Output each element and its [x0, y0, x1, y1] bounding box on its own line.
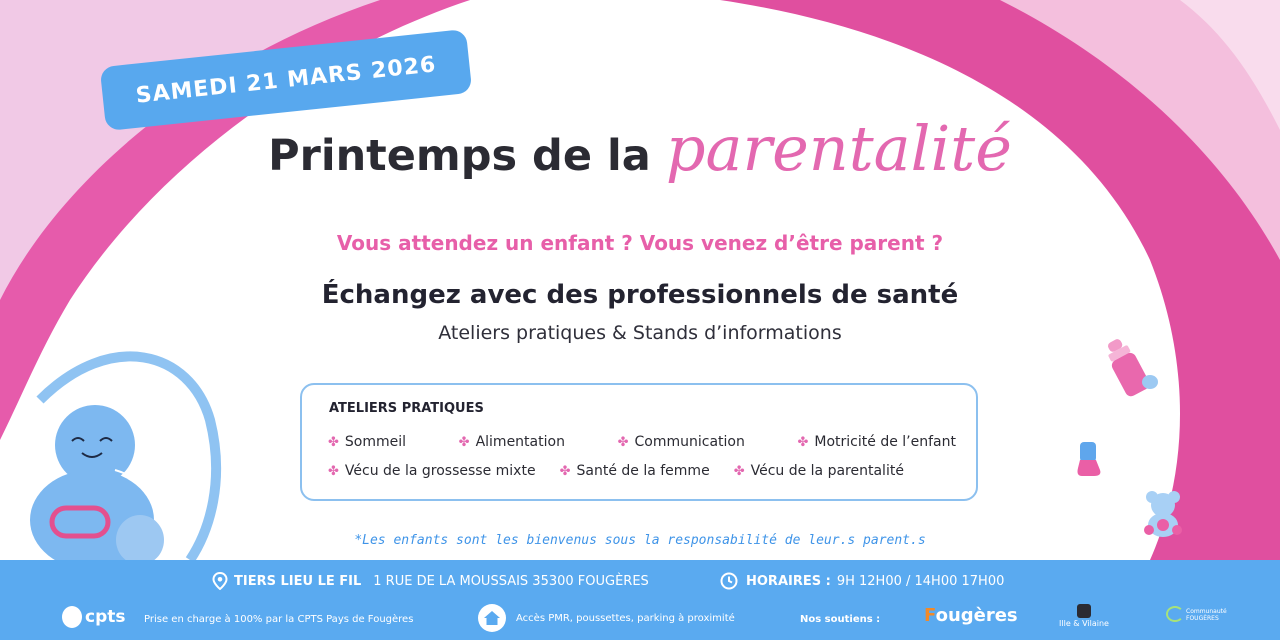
fougeres-logo [924, 605, 1018, 626]
ille-vilaine-logo [1056, 604, 1112, 634]
list-item [618, 434, 745, 450]
event-title [0, 112, 1280, 185]
footer-info-row [0, 572, 1280, 596]
question-text: Vous attendez un enfant ? Vous venez d’être parent ? [336, 231, 944, 255]
bullet-icon: ✤ [617, 434, 629, 450]
ateliers-row-1 [328, 434, 956, 450]
list-item [459, 434, 565, 450]
list-item-label: Vécu de la grossesse mixte [344, 463, 536, 479]
bullet-icon: ✤ [559, 463, 571, 479]
cc-logo-mark [1166, 606, 1184, 622]
list-item-label: Alimentation [475, 434, 565, 450]
bullet-icon: ✤ [733, 463, 745, 479]
ateliers-row-2 [328, 463, 956, 479]
children-note: *Les enfants sont les bienvenus sous la responsabilité de leur.s parent.s [354, 533, 926, 548]
cpts-logo-mark [62, 606, 82, 628]
list-item [328, 434, 406, 450]
accessibility-text: Accès PMR, poussettes, parking à proximité [516, 612, 735, 624]
list-item [560, 463, 710, 479]
location-pin-icon [212, 572, 228, 590]
list-item-label: Communication [634, 434, 745, 450]
hours-label: HORAIRES : [746, 573, 831, 589]
headline-text: Échangez avec des professionnels de santé [321, 280, 959, 310]
list-item-label: Motricité de l’enfant [814, 434, 956, 450]
list-item-label: Sommeil [344, 434, 407, 450]
cpts-support-text: Prise en charge à 100% par la CPTS Pays de Fougères [144, 614, 414, 625]
ateliers-title: ATELIERS PRATIQUES [329, 401, 484, 416]
baby-sock-icon [1072, 440, 1110, 478]
location-address: 1 RUE DE LA MOUSSAIS 35300 FOUGÈRES [373, 573, 649, 589]
fougeres-logo-rest: ougères [935, 605, 1018, 626]
accessibility [478, 604, 735, 632]
cpts-logo-text: cpts [85, 607, 126, 627]
supporters-label: Nos soutiens : [800, 614, 881, 625]
ille-vilaine-mark [1077, 604, 1091, 618]
location [212, 572, 649, 590]
list-item [798, 434, 956, 450]
ateliers-box [300, 383, 978, 501]
location-name: TIERS LIEU LE FIL [234, 573, 362, 589]
list-item-label: Vécu de la parentalité [750, 463, 904, 479]
title-part-1: Printemps de la [268, 131, 651, 181]
footer-partners-row [0, 604, 1280, 636]
cc-logo-text: Communauté FOUGÈRES [1186, 608, 1227, 622]
list-item [734, 463, 904, 479]
date-text: SAMEDI 21 MARS 2026 [134, 51, 438, 109]
list-item-label: Santé de la femme [576, 463, 710, 479]
bullet-icon: ✤ [328, 463, 339, 479]
hours-value: 9H 12H00 / 14H00 17H00 [836, 573, 1005, 589]
subline-text: Ateliers pratiques & Stands d’informations [438, 322, 842, 344]
list-item [328, 463, 536, 479]
hours [720, 572, 1004, 590]
house-icon [478, 604, 506, 632]
title-part-2: parentalité [665, 112, 1012, 185]
bullet-icon: ✤ [797, 434, 809, 450]
clock-icon [720, 572, 738, 590]
ille-vilaine-text: Ille & Vilaine [1059, 619, 1109, 628]
fougeres-logo-first: F [924, 605, 936, 626]
footer [0, 560, 1280, 640]
teddy-bear-icon [1138, 488, 1188, 538]
bullet-icon: ✤ [458, 434, 470, 450]
cpts-logo [62, 606, 126, 628]
bullet-icon: ✤ [328, 434, 339, 450]
communaute-fougeres-logo [1166, 604, 1230, 634]
